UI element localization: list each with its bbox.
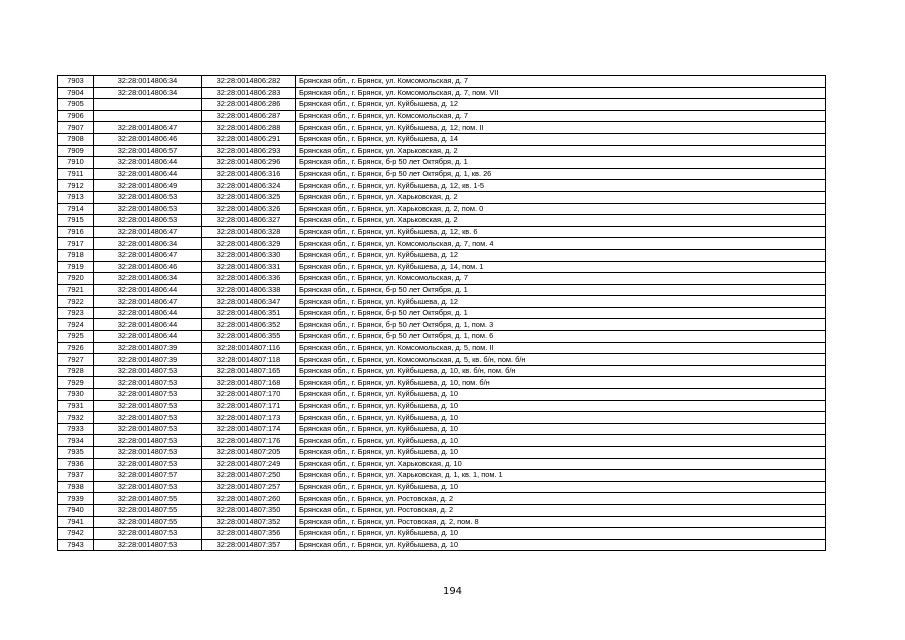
row-number-cell: 7928 [58,365,94,377]
object-number-cell: 32:28:0014807:356 [202,528,296,540]
table-row [58,423,826,435]
address-cell: Брянская обл., г. Брянск, ул. Куйбышева, д. 10 [296,389,826,401]
table-row [58,354,826,366]
table-row [58,76,826,88]
table-row [58,539,826,551]
address-cell: Брянская обл., г. Брянск, ул. Куйбышева, д. 12 [296,99,826,111]
object-number-cell: 32:28:0014806:287 [202,110,296,122]
row-number-cell: 7940 [58,504,94,516]
parcel-number-cell: 32:28:0014806:53 [94,215,202,227]
table-row [58,493,826,505]
object-number-cell: 32:28:0014806:351 [202,307,296,319]
table-row [58,377,826,389]
page-number: 194 [442,586,463,597]
parcel-number-cell: 32:28:0014807:53 [94,435,202,447]
row-number-cell: 7914 [58,203,94,215]
table-row [58,122,826,134]
object-number-cell: 32:28:0014806:327 [202,215,296,227]
row-number-cell: 7923 [58,307,94,319]
address-cell: Брянская обл., г. Брянск, ул. Ростовская, д. 2 [296,504,826,516]
parcel-number-cell: 32:28:0014807:39 [94,342,202,354]
table-row [58,168,826,180]
row-number-cell: 7903 [58,76,94,88]
parcel-number-cell: 32:28:0014807:39 [94,354,202,366]
row-number-cell: 7943 [58,539,94,551]
parcel-number-cell: 32:28:0014806:44 [94,157,202,169]
address-cell: Брянская обл., г. Брянск, ул. Куйбышева, д. 10, кв. б/н, пом. б/н [296,365,826,377]
address-cell: Брянская обл., г. Брянск, ул. Ростовская, д. 2, пом. 8 [296,516,826,528]
address-cell: Брянская обл., г. Брянск, б-р 50 лет Октября, д. 1 [296,307,826,319]
row-number-cell: 7909 [58,145,94,157]
table-row [58,284,826,296]
address-cell: Брянская обл., г. Брянск, ул. Ростовская, д. 2 [296,493,826,505]
address-cell: Брянская обл., г. Брянск, ул. Куйбышева, д. 10 [296,435,826,447]
row-number-cell: 7933 [58,423,94,435]
row-number-cell: 7917 [58,238,94,250]
object-number-cell: 32:28:0014807:116 [202,342,296,354]
row-number-cell: 7942 [58,528,94,540]
row-number-cell: 7905 [58,99,94,111]
object-number-cell: 32:28:0014807:350 [202,504,296,516]
parcel-number-cell: 32:28:0014807:53 [94,365,202,377]
address-cell: Брянская обл., г. Брянск, ул. Харьковская, д. 1, кв. 1, пом. 1 [296,470,826,482]
row-number-cell: 7924 [58,319,94,331]
object-number-cell: 32:28:0014806:286 [202,99,296,111]
address-cell: Брянская обл., г. Брянск, ул. Харьковская, д. 2 [296,191,826,203]
object-number-cell: 32:28:0014806:355 [202,331,296,343]
parcel-number-cell: 32:28:0014807:53 [94,528,202,540]
address-cell: Брянская обл., г. Брянск, ул. Куйбышева, д. 10 [296,481,826,493]
parcel-number-cell: 32:28:0014806:53 [94,191,202,203]
row-number-cell: 7935 [58,447,94,459]
table-row [58,481,826,493]
parcel-number-cell: 32:28:0014807:57 [94,470,202,482]
address-cell: Брянская обл., г. Брянск, ул. Куйбышева, д. 14 [296,133,826,145]
row-number-cell: 7934 [58,435,94,447]
row-number-cell: 7929 [58,377,94,389]
table-row [58,435,826,447]
parcel-number-cell: 32:28:0014807:53 [94,447,202,459]
address-cell: Брянская обл., г. Брянск, ул. Комсомольская, д. 5, пом. II [296,342,826,354]
parcel-number-cell: 32:28:0014806:47 [94,226,202,238]
object-number-cell: 32:28:0014806:283 [202,87,296,99]
parcel-number-cell: 32:28:0014806:34 [94,76,202,88]
parcel-number-cell: 32:28:0014806:44 [94,284,202,296]
table-row [58,99,826,111]
row-number-cell: 7922 [58,296,94,308]
parcel-number-cell: 32:28:0014806:34 [94,273,202,285]
object-number-cell: 32:28:0014806:338 [202,284,296,296]
row-number-cell: 7936 [58,458,94,470]
table-row [58,412,826,424]
object-number-cell: 32:28:0014806:293 [202,145,296,157]
row-number-cell: 7915 [58,215,94,227]
object-number-cell: 32:28:0014807:352 [202,516,296,528]
table-row [58,133,826,145]
address-cell: Брянская обл., г. Брянск, б-р 50 лет Октября, д. 1 [296,157,826,169]
object-number-cell: 32:28:0014807:174 [202,423,296,435]
address-cell: Брянская обл., г. Брянск, ул. Куйбышева, д. 10 [296,423,826,435]
table-row [58,226,826,238]
object-number-cell: 32:28:0014807:205 [202,447,296,459]
table-row [58,458,826,470]
row-number-cell: 7911 [58,168,94,180]
parcel-number-cell: 32:28:0014806:46 [94,133,202,145]
object-number-cell: 32:28:0014807:249 [202,458,296,470]
row-number-cell: 7938 [58,481,94,493]
object-number-cell: 32:28:0014806:326 [202,203,296,215]
object-number-cell: 32:28:0014806:330 [202,249,296,261]
address-cell: Брянская обл., г. Брянск, ул. Комсомольская, д. 5, кв. б/н, пом. б/н [296,354,826,366]
table-row [58,331,826,343]
object-number-cell: 32:28:0014807:250 [202,470,296,482]
table-row [58,365,826,377]
object-number-cell: 32:28:0014807:171 [202,400,296,412]
object-number-cell: 32:28:0014806:328 [202,226,296,238]
address-cell: Брянская обл., г. Брянск, ул. Куйбышева, д. 10 [296,412,826,424]
object-number-cell: 32:28:0014807:260 [202,493,296,505]
address-cell: Брянская обл., г. Брянск, ул. Комсомольская, д. 7 [296,76,826,88]
object-number-cell: 32:28:0014807:257 [202,481,296,493]
address-cell: Брянская обл., г. Брянск, ул. Харьковская, д. 10 [296,458,826,470]
parcel-number-cell: 32:28:0014806:34 [94,87,202,99]
row-number-cell: 7939 [58,493,94,505]
table-row [58,87,826,99]
parcel-number-cell: 32:28:0014807:53 [94,458,202,470]
table-row [58,319,826,331]
object-number-cell: 32:28:0014806:331 [202,261,296,273]
parcel-number-cell: 32:28:0014807:53 [94,481,202,493]
address-cell: Брянская обл., г. Брянск, ул. Комсомольская, д. 7 [296,110,826,122]
parcel-number-cell: 32:28:0014806:53 [94,203,202,215]
table-row [58,273,826,285]
parcel-number-cell: 32:28:0014806:44 [94,331,202,343]
parcel-number-cell: 32:28:0014806:44 [94,307,202,319]
parcel-number-cell: 32:28:0014806:49 [94,180,202,192]
table-row [58,215,826,227]
row-number-cell: 7926 [58,342,94,354]
parcel-number-cell: 32:28:0014806:44 [94,168,202,180]
object-number-cell: 32:28:0014806:324 [202,180,296,192]
row-number-cell: 7904 [58,87,94,99]
table-row [58,516,826,528]
object-number-cell: 32:28:0014807:357 [202,539,296,551]
table-row [58,110,826,122]
table-row [58,389,826,401]
row-number-cell: 7906 [58,110,94,122]
address-cell: Брянская обл., г. Брянск, ул. Комсомольская, д. 7 [296,273,826,285]
address-cell: Брянская обл., г. Брянск, б-р 50 лет Октября, д. 1, пом. 3 [296,319,826,331]
cadastral-table [57,75,826,551]
address-cell: Брянская обл., г. Брянск, ул. Комсомольская, д. 7, пом. VII [296,87,826,99]
object-number-cell: 32:28:0014806:291 [202,133,296,145]
parcel-number-cell: 32:28:0014806:47 [94,249,202,261]
address-cell: Брянская обл., г. Брянск, ул. Куйбышева, д. 10 [296,447,826,459]
table-row [58,203,826,215]
table-row [58,447,826,459]
parcel-number-cell: 32:28:0014806:57 [94,145,202,157]
parcel-number-cell [94,110,202,122]
row-number-cell: 7920 [58,273,94,285]
table-row [58,249,826,261]
object-number-cell: 32:28:0014807:170 [202,389,296,401]
parcel-number-cell: 32:28:0014807:53 [94,423,202,435]
table-body [58,76,826,551]
address-cell: Брянская обл., г. Брянск, б-р 50 лет Октября, д. 1, кв. 26 [296,168,826,180]
object-number-cell: 32:28:0014806:336 [202,273,296,285]
address-cell: Брянская обл., г. Брянск, ул. Куйбышева, д. 12 [296,296,826,308]
row-number-cell: 7913 [58,191,94,203]
address-cell: Брянская обл., г. Брянск, б-р 50 лет Октября, д. 1 [296,284,826,296]
parcel-number-cell: 32:28:0014807:55 [94,493,202,505]
table-row [58,400,826,412]
parcel-number-cell: 32:28:0014807:55 [94,504,202,516]
row-number-cell: 7918 [58,249,94,261]
row-number-cell: 7916 [58,226,94,238]
parcel-number-cell: 32:28:0014806:46 [94,261,202,273]
parcel-number-cell: 32:28:0014807:53 [94,400,202,412]
row-number-cell: 7941 [58,516,94,528]
row-number-cell: 7932 [58,412,94,424]
address-cell: Брянская обл., г. Брянск, ул. Харьковская, д. 2, пом. 0 [296,203,826,215]
parcel-number-cell: 32:28:0014807:53 [94,389,202,401]
table-row [58,180,826,192]
address-cell: Брянская обл., г. Брянск, ул. Куйбышева, д. 12, пом. II [296,122,826,134]
table-row [58,157,826,169]
parcel-number-cell: 32:28:0014807:53 [94,377,202,389]
row-number-cell: 7937 [58,470,94,482]
row-number-cell: 7912 [58,180,94,192]
parcel-number-cell: 32:28:0014806:44 [94,319,202,331]
table-row [58,296,826,308]
row-number-cell: 7931 [58,400,94,412]
table-row [58,528,826,540]
object-number-cell: 32:28:0014807:176 [202,435,296,447]
parcel-number-cell: 32:28:0014807:55 [94,516,202,528]
object-number-cell: 32:28:0014806:288 [202,122,296,134]
table-row [58,191,826,203]
row-number-cell: 7927 [58,354,94,366]
object-number-cell: 32:28:0014806:316 [202,168,296,180]
address-cell: Брянская обл., г. Брянск, ул. Куйбышева, д. 10 [296,400,826,412]
address-cell: Брянская обл., г. Брянск, ул. Куйбышева, д. 12, кв. 6 [296,226,826,238]
table-row [58,342,826,354]
table-row [58,504,826,516]
address-cell: Брянская обл., г. Брянск, ул. Куйбышева, д. 10 [296,528,826,540]
table-row [58,307,826,319]
address-cell: Брянская обл., г. Брянск, ул. Харьковская, д. 2 [296,215,826,227]
parcel-number-cell: 32:28:0014807:53 [94,539,202,551]
table-row [58,238,826,250]
address-cell: Брянская обл., г. Брянск, ул. Харьковская, д. 2 [296,145,826,157]
object-number-cell: 32:28:0014806:325 [202,191,296,203]
address-cell: Брянская обл., г. Брянск, ул. Куйбышева, д. 12 [296,249,826,261]
address-cell: Брянская обл., г. Брянск, ул. Куйбышева, д. 14, пом. 1 [296,261,826,273]
parcel-number-cell [94,99,202,111]
parcel-number-cell: 32:28:0014806:34 [94,238,202,250]
table-row [58,470,826,482]
address-cell: Брянская обл., г. Брянск, ул. Куйбышева, д. 10 [296,539,826,551]
table-row [58,261,826,273]
parcel-number-cell: 32:28:0014806:47 [94,296,202,308]
object-number-cell: 32:28:0014806:347 [202,296,296,308]
object-number-cell: 32:28:0014807:173 [202,412,296,424]
object-number-cell: 32:28:0014806:352 [202,319,296,331]
row-number-cell: 7907 [58,122,94,134]
row-number-cell: 7919 [58,261,94,273]
object-number-cell: 32:28:0014807:168 [202,377,296,389]
parcel-number-cell: 32:28:0014806:47 [94,122,202,134]
row-number-cell: 7921 [58,284,94,296]
address-cell: Брянская обл., г. Брянск, ул. Комсомольская, д. 7, пом. 4 [296,238,826,250]
object-number-cell: 32:28:0014806:329 [202,238,296,250]
address-cell: Брянская обл., г. Брянск, б-р 50 лет Октября, д. 1, пом. 6 [296,331,826,343]
row-number-cell: 7930 [58,389,94,401]
address-cell: Брянская обл., г. Брянск, ул. Куйбышева, д. 10, пом. б/н [296,377,826,389]
row-number-cell: 7908 [58,133,94,145]
parcel-number-cell: 32:28:0014807:53 [94,412,202,424]
object-number-cell: 32:28:0014806:282 [202,76,296,88]
row-number-cell: 7925 [58,331,94,343]
object-number-cell: 32:28:0014806:296 [202,157,296,169]
table-row [58,145,826,157]
address-cell: Брянская обл., г. Брянск, ул. Куйбышева, д. 12, кв. 1-5 [296,180,826,192]
object-number-cell: 32:28:0014807:165 [202,365,296,377]
object-number-cell: 32:28:0014807:118 [202,354,296,366]
row-number-cell: 7910 [58,157,94,169]
